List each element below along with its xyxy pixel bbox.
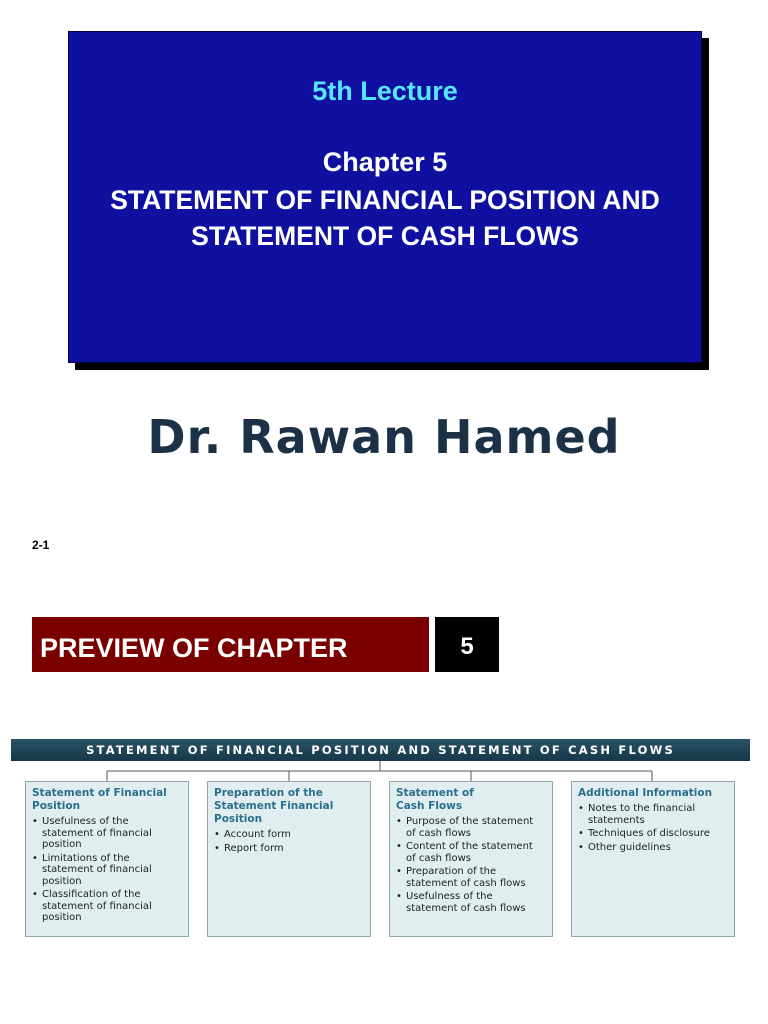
topic-item: • Preparation of the statement of cash flows: [396, 866, 546, 889]
chapter-label: Chapter 5: [322, 147, 448, 177]
preview-banner: PREVIEW OF CHAPTER: [32, 617, 429, 672]
topic-item: • Limitations of the statement of financial position: [32, 853, 182, 888]
preview-chapter-number: 5: [435, 617, 499, 672]
topic-item: • Notes to the financial statements: [578, 803, 728, 826]
lecture-label: 5th Lecture: [312, 76, 458, 106]
topic-box-title: Preparation of the Statement Financial Position: [214, 787, 334, 825]
slide-number: 2-1: [32, 538, 50, 552]
topic-box-title: Additional Information: [578, 787, 713, 799]
topic-box-title: Statement of Financial Position: [32, 787, 167, 812]
topic-box-preparation: [207, 781, 371, 937]
topic-item: • Other guidelines: [578, 842, 728, 854]
topic-item: • Account form: [214, 829, 364, 841]
topic-item: • Content of the statement of cash flows: [396, 841, 546, 864]
topic-box-title: Statement of Cash Flows: [396, 787, 474, 812]
topic-item: • Classification of the statement of financial position: [32, 889, 182, 924]
topic-item: • Usefulness of the statement of financial position: [32, 816, 182, 851]
topic-item: • Usefulness of the statement of cash flows: [396, 891, 546, 914]
author-name: Dr. Rawan Hamed: [147, 410, 621, 464]
diagram-header: STATEMENT OF FINANCIAL POSITION AND STATEMENT OF CASH FLOWS: [11, 739, 750, 761]
topic-box-financial-position: [25, 781, 189, 937]
topic-item: • Purpose of the statement of cash flows: [396, 816, 546, 839]
topic-box-additional-info: [571, 781, 735, 937]
topic-item: • Report form: [214, 843, 364, 855]
topic-item: • Techniques of disclosure: [578, 828, 728, 840]
chapter-subtitle: STATEMENT OF FINANCIAL POSITION AND STATEMENT OF CASH FLOWS: [110, 185, 660, 251]
topic-box-cash-flows: [389, 781, 553, 937]
